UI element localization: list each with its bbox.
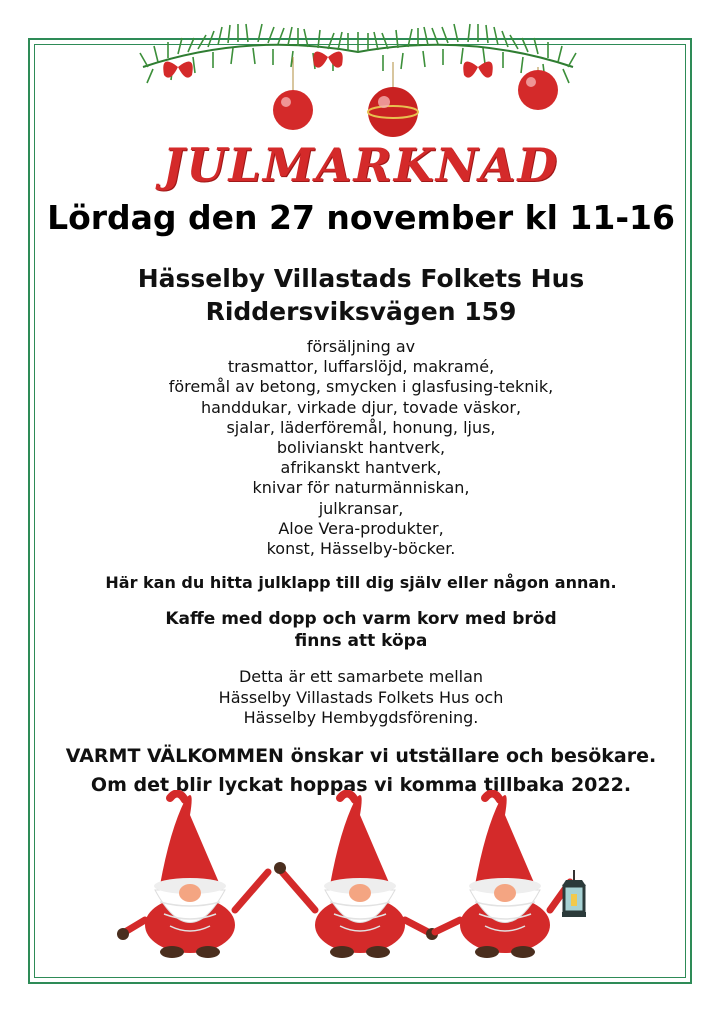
lantern-icon bbox=[562, 870, 586, 917]
event-date: Lördag den 27 november kl 11-16 bbox=[47, 198, 675, 237]
collab-line: Hässelby Hembygdsförening. bbox=[243, 708, 479, 727]
venue-block bbox=[0, 262, 722, 328]
items-line: konst, Hässelby-böcker. bbox=[266, 539, 456, 559]
pine-garland-icon bbox=[138, 12, 578, 142]
welcome-line: Om det blir lyckat hoppas vi komma tillbaka 2022. bbox=[90, 774, 632, 796]
collab-line: Hässelby Villastads Folkets Hus och bbox=[218, 687, 504, 707]
items-line: julkransar, bbox=[318, 498, 404, 518]
items-line: trasmattor, luffarslöjd, makramé, bbox=[227, 357, 495, 377]
venue-address: Riddersviksvägen 159 bbox=[205, 297, 517, 326]
poster-title: JULMARKNAD bbox=[162, 138, 560, 192]
gnome-icon bbox=[435, 793, 570, 958]
items-line: försäljning av bbox=[306, 337, 416, 356]
coffee-line: Kaffe med dopp och varm korv med bröd bbox=[165, 609, 557, 629]
gift-line: Här kan du hitta julklapp till dig själv eller någon annan. bbox=[105, 573, 617, 592]
christmas-ornament-icon bbox=[273, 57, 558, 137]
items-line: afrikanskt hantverk, bbox=[280, 458, 442, 478]
items-line: föremål av betong, smycken i glasfusing-teknik, bbox=[168, 377, 554, 397]
items-line: sjalar, läderföremål, honung, ljus, bbox=[226, 417, 496, 437]
coffee-line: finns att köpa bbox=[294, 631, 428, 651]
collaboration-block bbox=[0, 667, 722, 729]
items-line: handdukar, virkade djur, tovade väskor, bbox=[200, 397, 522, 417]
gnome-icon bbox=[274, 793, 438, 958]
items-list bbox=[0, 337, 722, 559]
items-line: bolivianskt hantverk, bbox=[276, 438, 446, 458]
items-line: Aloe Vera-produkter, bbox=[278, 518, 444, 538]
items-line: knivar för naturmänniskan, bbox=[252, 478, 470, 498]
gnomes-illustration bbox=[110, 790, 610, 960]
welcome-line: VARMT VÄLKOMMEN önskar vi utställare och besökare. bbox=[65, 745, 657, 767]
collab-line: Detta är ett samarbete mellan bbox=[238, 667, 484, 686]
venue-name: Hässelby Villastads Folkets Hus bbox=[137, 264, 585, 293]
coffee-block bbox=[0, 608, 722, 652]
gnome-icon bbox=[117, 793, 268, 958]
